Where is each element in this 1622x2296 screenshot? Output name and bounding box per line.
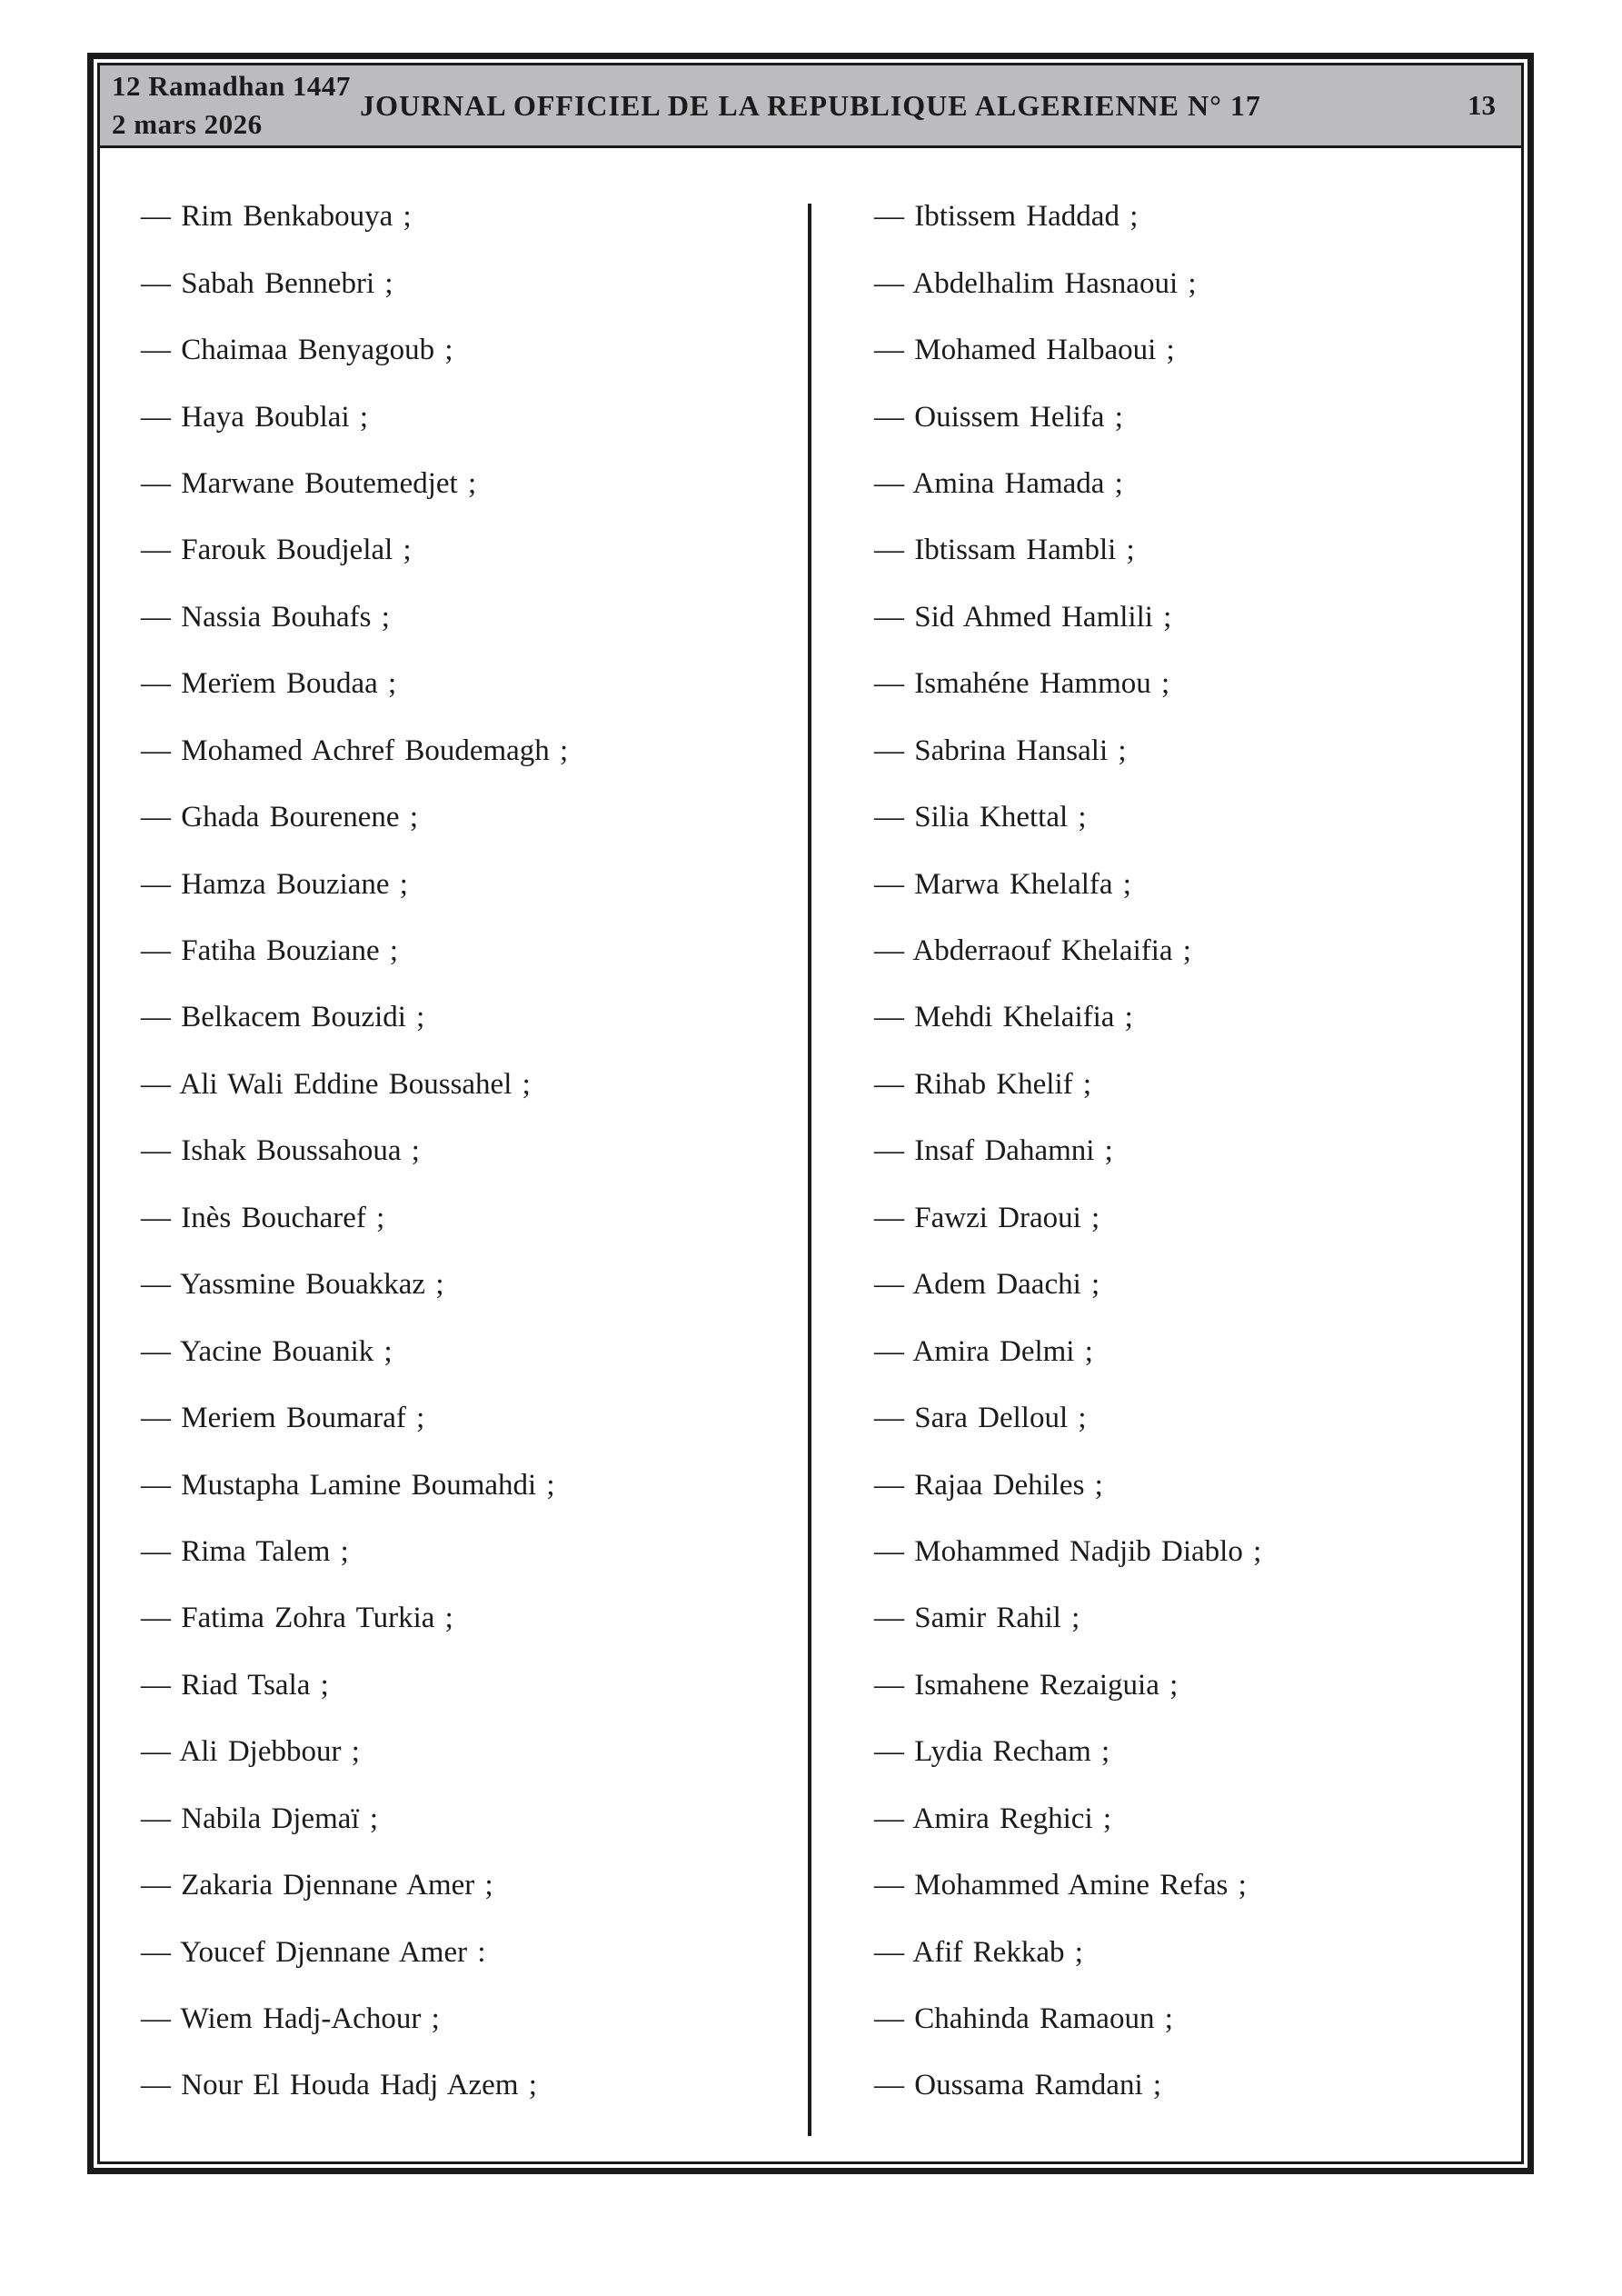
list-item: — Zakaria Djennane Amer ; — [141, 1869, 493, 1902]
list-item: — Merïem Boudaa ; — [141, 667, 397, 701]
list-item: — Sid Ahmed Hamlili ; — [874, 600, 1172, 634]
list-item: — Yacine Bouanik ; — [141, 1334, 393, 1368]
list-item: — Afif Rekkab ; — [874, 1935, 1083, 1969]
list-item: — Chahinda Ramaoun ; — [874, 2002, 1173, 2036]
list-item: — Nabila Djemaï ; — [141, 1802, 379, 1835]
list-item: — Inès Boucharef ; — [141, 1201, 385, 1234]
page-inner-border — [97, 63, 1524, 2164]
list-item: — Nassia Bouhafs ; — [141, 600, 390, 634]
list-item: — Samir Rahil ; — [874, 1602, 1080, 1635]
list-item: — Sabah Bennebri ; — [141, 266, 393, 300]
list-item: — Rim Benkabouya ; — [141, 200, 412, 234]
list-item: — Marwa Khelalfa ; — [874, 867, 1131, 901]
list-item: — Mohamed Achref Boudemagh ; — [141, 734, 569, 767]
page-outer-border — [87, 53, 1534, 2174]
page-header-band — [100, 65, 1521, 148]
list-item: — Amina Hamada ; — [874, 466, 1123, 500]
list-item: — Meriem Boumaraf ; — [141, 1402, 425, 1435]
list-item: — Marwane Boutemedjet ; — [141, 466, 477, 500]
list-item: — Mohammed Amine Refas ; — [874, 1869, 1247, 1902]
list-item: — Abderraouf Khelaifia ; — [874, 934, 1191, 968]
list-item: — Ishak Boussahoua ; — [141, 1134, 420, 1168]
list-item: — Fatima Zohra Turkia ; — [141, 1602, 453, 1635]
journal-title: JOURNAL OFFICIEL DE LA REPUBLIQUE ALGERIENNE N° 17 — [360, 88, 1261, 122]
list-item: — Belkacem Bouzidi ; — [141, 1001, 425, 1034]
list-item: — Amira Delmi ; — [874, 1334, 1093, 1368]
list-item: — Riad Tsala ; — [141, 1668, 329, 1702]
page-number: 13 — [1468, 89, 1496, 121]
list-item: — Abdelhalim Hasnaoui ; — [874, 266, 1197, 300]
list-item: — Nour El Houda Hadj Azem ; — [141, 2069, 537, 2102]
list-item: — Mustapha Lamine Boumahdi ; — [141, 1468, 555, 1502]
list-item: — Sabrina Hansali ; — [874, 734, 1127, 767]
list-item: — Yassmine Bouakkaz ; — [141, 1268, 444, 1302]
list-item: — Ghada Bourenene ; — [141, 801, 418, 834]
list-item: — Hamza Bouziane ; — [141, 867, 408, 901]
list-item: — Ouissem Helifa ; — [874, 400, 1123, 434]
list-item: — Farouk Boudjelal ; — [141, 534, 412, 567]
list-item: — Amira Reghici ; — [874, 1802, 1112, 1835]
list-item: — Lydia Recham ; — [874, 1735, 1110, 1769]
list-item: — Silia Khettal ; — [874, 801, 1087, 834]
list-item: — Sara Delloul ; — [874, 1402, 1087, 1435]
list-item: — Ismahéne Hammou ; — [874, 667, 1170, 701]
list-item: — Wiem Hadj-Achour ; — [141, 2002, 440, 2036]
list-item: — Insaf Dahamni ; — [874, 1134, 1113, 1168]
list-item: — Haya Boublai ; — [141, 400, 369, 434]
list-item: — Youcef Djennane Amer : — [141, 1935, 486, 1969]
list-item: — Ibtissam Hambli ; — [874, 534, 1135, 567]
right-name-column — [874, 184, 1474, 2120]
list-item: — Ibtissem Haddad ; — [874, 200, 1139, 234]
list-item: — Ali Djebbour ; — [141, 1735, 360, 1769]
list-item: — Fatiha Bouziane ; — [141, 934, 399, 968]
list-item: — Fawzi Draoui ; — [874, 1201, 1100, 1234]
list-item: — Ismahene Rezaiguia ; — [874, 1668, 1179, 1702]
list-item: — Mehdi Khelaifia ; — [874, 1001, 1133, 1034]
list-item: — Rima Talem ; — [141, 1534, 349, 1568]
list-item: — Rihab Khelif ; — [874, 1067, 1092, 1101]
date-hijri: 12 Ramadhan 1447 — [112, 70, 351, 102]
list-item: — Chaimaa Benyagoub ; — [141, 334, 453, 367]
list-item: — Ali Wali Eddine Boussahel ; — [141, 1067, 531, 1101]
column-divider-rule — [808, 204, 811, 2136]
list-item: — Mohammed Nadjib Diablo ; — [874, 1534, 1262, 1568]
left-name-column — [141, 184, 741, 2120]
name-list-body — [100, 148, 1521, 2161]
list-item: — Rajaa Dehiles ; — [874, 1468, 1103, 1502]
date-gregorian: 2 mars 2026 — [112, 108, 263, 140]
list-item: — Mohamed Halbaoui ; — [874, 334, 1175, 367]
list-item: — Adem Daachi ; — [874, 1268, 1100, 1302]
list-item: — Oussama Ramdani ; — [874, 2069, 1162, 2102]
